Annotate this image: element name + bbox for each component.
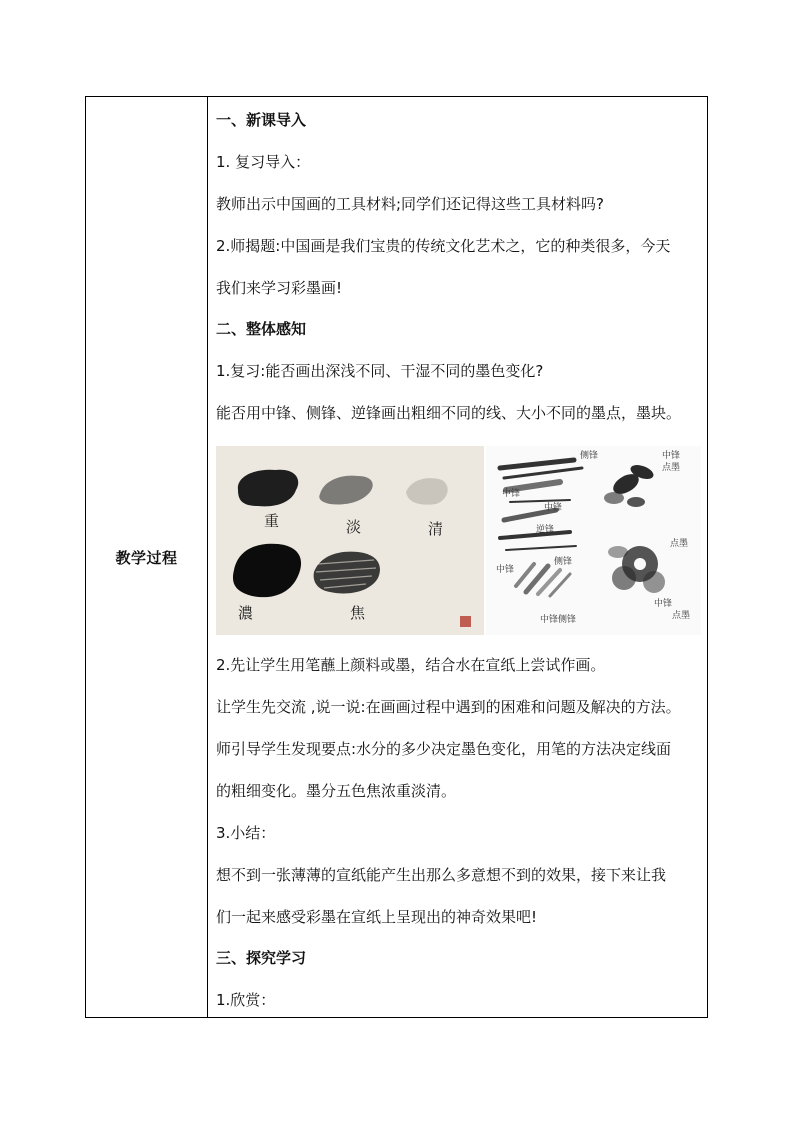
paragraph-line: 我们来学习彩墨画!: [216, 279, 343, 297]
column-divider: [207, 97, 208, 1017]
svg-text:中锋: 中锋: [654, 599, 673, 609]
svg-text:侧锋: 侧锋: [554, 557, 573, 567]
paragraph-line: 师引导学生发现要点:水分的多少决定墨色变化，用笔的方法决定线面: [216, 740, 672, 758]
svg-text:中锋: 中锋: [496, 565, 515, 575]
paragraph-line: 让学生先交流 ,说一说:在画画过程中遇到的困难和问题及解决的方法。: [216, 698, 681, 716]
ink-label: 淡: [346, 518, 362, 536]
paragraph-line: 3.小结：: [216, 824, 276, 842]
brush-technique-photo: [486, 446, 701, 635]
ink-tones-photo: [216, 446, 484, 635]
ink-label: 清: [428, 520, 444, 538]
paragraph-line: 教师出示中国画的工具材料;同学们还记得这些工具材料吗?: [216, 195, 605, 213]
ink-label: 焦: [350, 604, 366, 622]
svg-text:中锋: 中锋: [502, 489, 521, 499]
row-label: 教学过程: [115, 548, 178, 567]
paragraph-line: 1.复习:能否画出深浅不同、干湿不同的墨色变化?: [216, 362, 544, 380]
paragraph-line: 能否用中锋、侧锋、逆锋画出粗细不同的线、大小不同的墨点，墨块。: [216, 404, 682, 422]
section-heading-2: 二、整体感知: [216, 320, 307, 338]
paragraph-line: 的粗细变化。墨分五色焦浓重淡清。: [216, 782, 457, 800]
svg-text:点墨: 点墨: [672, 611, 691, 621]
row-label-cell: [86, 97, 207, 1017]
svg-text:中锋: 中锋: [662, 451, 681, 461]
paragraph-line: 2.师揭题:中国画是我们宝贵的传统文化艺术之，它的种类很多，今天: [216, 237, 671, 255]
svg-text:中锋侧锋: 中锋侧锋: [540, 615, 577, 625]
ink-label: 濃: [238, 604, 254, 622]
svg-text:逆锋: 逆锋: [536, 525, 555, 535]
lesson-table: [85, 96, 708, 1018]
svg-text:点墨: 点墨: [670, 539, 689, 549]
paragraph-line: 1. 复习导入：: [216, 153, 311, 171]
paragraph-line: 2.先让学生用笔蘸上颜料或墨，结合水在宣纸上尝试作画。: [216, 656, 606, 674]
section-heading-1: 一、新课导入: [216, 111, 307, 129]
paragraph-line: 1.欣赏：: [216, 991, 276, 1009]
paragraph-line: 想不到一张薄薄的宣纸能产生出那么多意想不到的效果，接下来让我: [216, 866, 667, 884]
section-heading-3: 三、探究学习: [216, 949, 307, 967]
svg-text:中锋: 中锋: [544, 503, 563, 513]
svg-text:侧锋: 侧锋: [580, 451, 599, 461]
svg-text:点墨: 点墨: [662, 463, 681, 473]
paragraph-line: 们一起来感受彩墨在宣纸上呈现出的神奇效果吧!: [216, 908, 538, 926]
ink-label: 重: [264, 512, 280, 530]
